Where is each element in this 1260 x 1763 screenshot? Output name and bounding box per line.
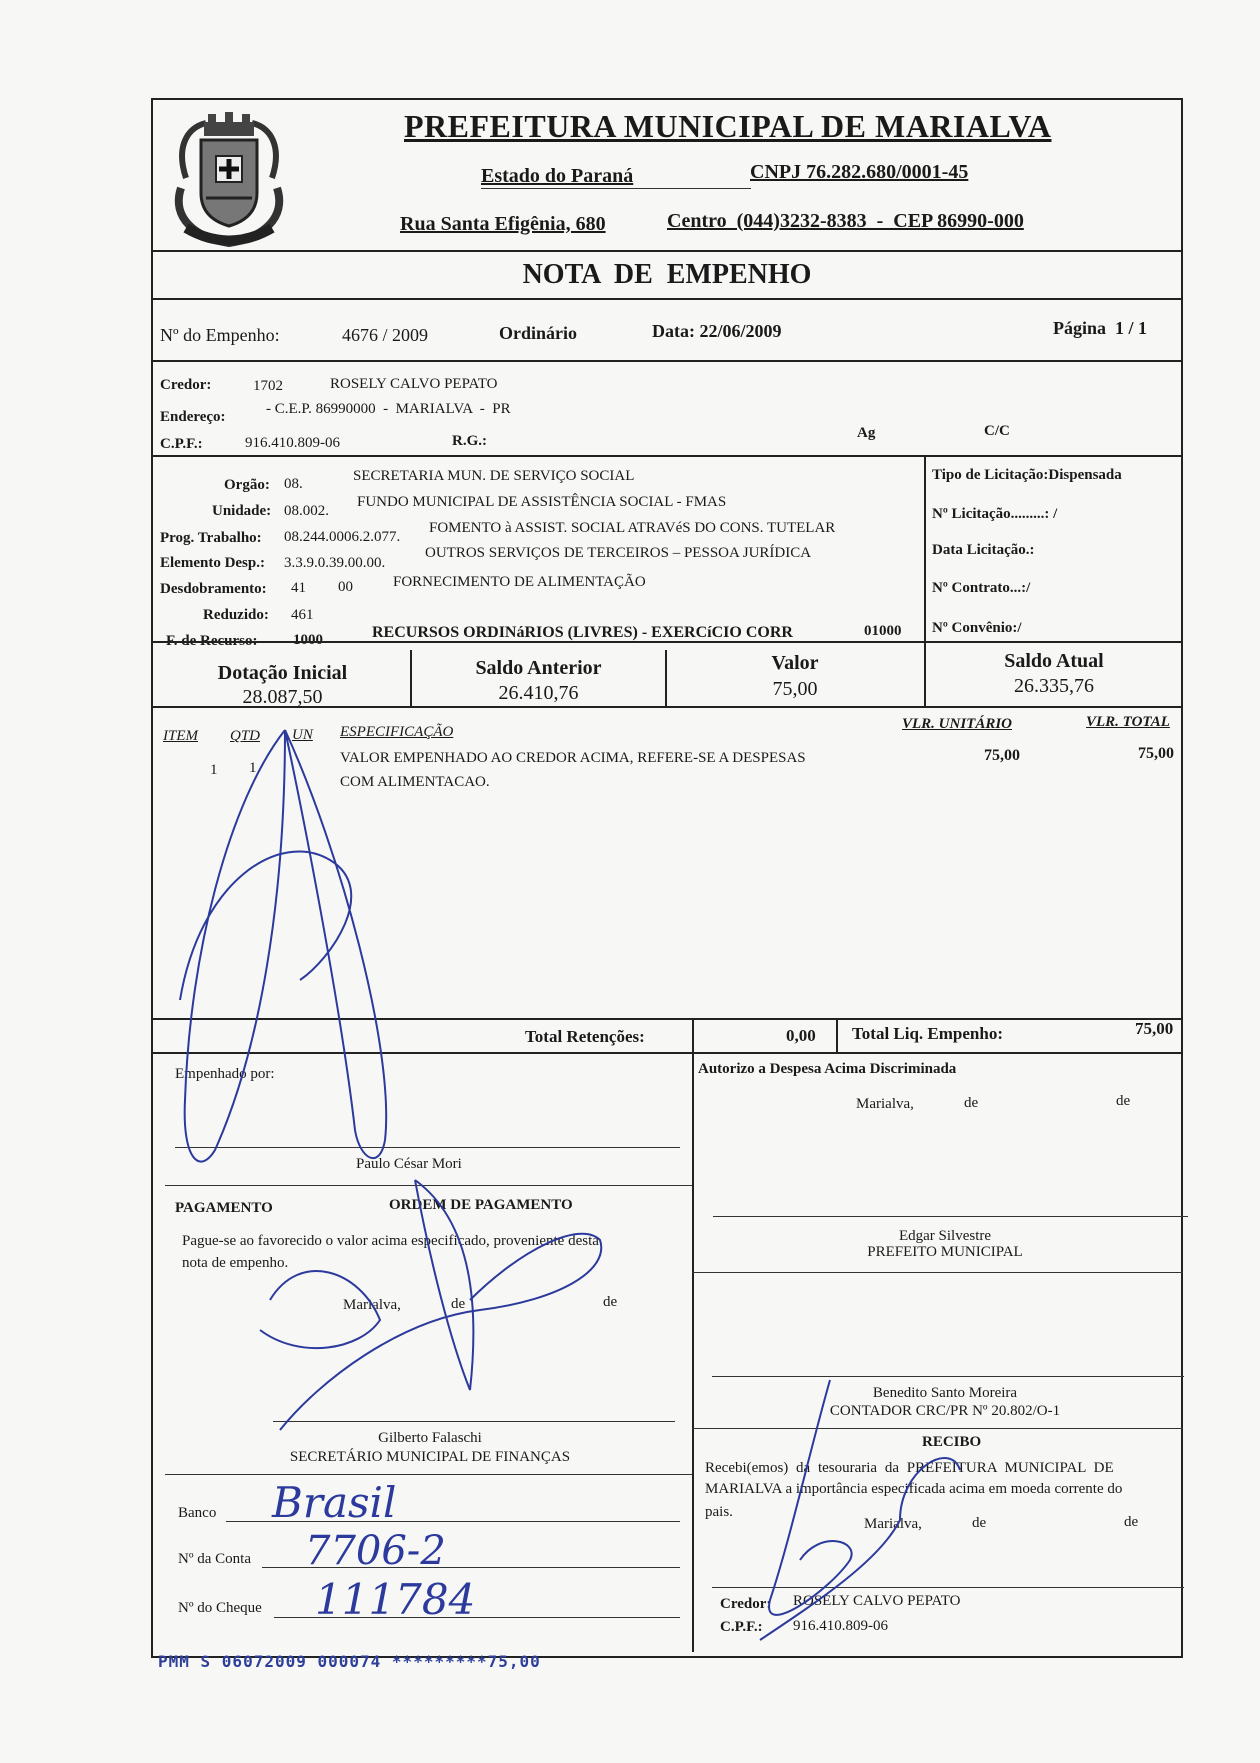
state-name: Estado do Paraná <box>481 165 634 187</box>
autorizo-marialva: Marialva, <box>856 1096 914 1112</box>
tipo-licitacao: Tipo de Licitação:Dispensada <box>932 467 1122 483</box>
orgao-label: Orgão: <box>224 477 270 493</box>
page-title: PREFEITURA MUNICIPAL DE MARIALVA <box>404 108 1052 144</box>
banco-value: Brasil <box>272 1478 397 1527</box>
pagamento-texto-2: nota de empenho. <box>182 1255 289 1271</box>
page-number: Página 1 / 1 <box>1053 318 1148 338</box>
un-header: UN <box>292 727 313 743</box>
prefeito-cargo: PREFEITO MUNICIPAL <box>867 1244 1023 1260</box>
total-liq-value: 75,00 <box>1135 1019 1174 1038</box>
item-total-value: 75,00 <box>1138 745 1174 762</box>
pagamento-de2: de <box>603 1294 618 1310</box>
credor-label: Credor: <box>160 377 212 393</box>
data-licitacao: Data Licitação.: <box>932 542 1035 558</box>
autorizo-de2: de <box>1116 1093 1131 1109</box>
district-phone-cep: Centro (044)3232-8383 - CEP 86990-000 <box>667 210 1024 232</box>
cheque-value: 111784 <box>315 1575 476 1624</box>
unidade-label: Unidade: <box>212 503 272 519</box>
reduzido-label: Reduzido: <box>203 607 269 623</box>
credor-code: 1702 <box>253 378 283 394</box>
valor-label: Valor <box>771 652 819 674</box>
spec-header: ESPECIFICAÇÃO <box>340 724 454 740</box>
ordem-pagamento-label: ORDEM DE PAGAMENTO <box>389 1197 573 1213</box>
total-retencoes-value: 0,00 <box>786 1026 816 1045</box>
item-qtd: 1 <box>249 760 257 776</box>
cpf-label: C.P.F.: <box>160 436 203 452</box>
autorizo-label: Autorizo a Despesa Acima Discriminada <box>698 1061 957 1077</box>
orgao-code: 08. <box>284 476 303 492</box>
numero-contrato: Nº Contrato...:/ <box>932 580 1031 596</box>
item-number: 1 <box>210 762 218 778</box>
machine-authentication-code: PMM S 06072009 000074 *********75,00 <box>158 1652 541 1671</box>
prog-label: Prog. Trabalho: <box>160 530 262 546</box>
item-unit-value: 75,00 <box>984 747 1020 764</box>
empenhado-por-label: Empenhado por: <box>175 1066 275 1082</box>
recibo-de1: de <box>972 1515 987 1531</box>
qtd-header: QTD <box>230 728 261 744</box>
rg-label: R.G.: <box>452 433 487 449</box>
unidade-code: 08.002. <box>284 503 329 519</box>
orgao-desc: SECRETARIA MUN. DE SERVIÇO SOCIAL <box>353 468 635 484</box>
unit-header: VLR. UNITÁRIO <box>902 716 1013 732</box>
banco-label: Banco <box>178 1505 217 1521</box>
item-header: ITEM <box>163 728 198 744</box>
prog-code: 08.244.0006.2.077. <box>284 529 401 545</box>
endereco-value: - C.E.P. 86990000 - MARIALVA - PR <box>266 401 511 417</box>
autorizo-de1: de <box>964 1095 979 1111</box>
empenho-number: 4676 / 2009 <box>342 325 429 345</box>
empenhado-por-nome: Paulo César Mori <box>356 1156 462 1172</box>
elemento-desc: OUTROS SERVIÇOS DE TERCEIROS – PESSOA JURÍDICA <box>425 545 812 561</box>
pagamento-label: PAGAMENTO <box>175 1200 273 1216</box>
recurso-desc: RECURSOS ORDINáRIOS (LIVRES) - EXERCíCIO CORR <box>372 624 793 641</box>
empenho-label: Nº do Empenho: <box>160 325 280 345</box>
elemento-label: Elemento Desp.: <box>160 555 265 571</box>
recurso-label: F. de Recurso: <box>166 633 258 649</box>
saldo-anterior-label: Saldo Anterior <box>475 657 602 679</box>
secretario-nome: Gilberto Falaschi <box>378 1430 482 1446</box>
saldo-atual-value: 26.335,76 <box>1014 675 1094 697</box>
total-liq-label: Total Liq. Empenho: <box>852 1024 1003 1043</box>
pagamento-de1: de <box>451 1296 466 1312</box>
cpf-value: 916.410.809-06 <box>245 435 340 451</box>
item-spec-line1: VALOR EMPENHADO AO CREDOR ACIMA, REFERE-SE A DESPESAS <box>340 750 806 766</box>
recibo-marialva: Marialva, <box>864 1516 922 1532</box>
recurso-code: 1000 <box>293 632 323 648</box>
dotacao-inicial-label: Dotação Inicial <box>217 662 348 684</box>
total-header: VLR. TOTAL <box>1086 714 1170 730</box>
cnpj: CNPJ 76.282.680/0001-45 <box>750 161 969 183</box>
recibo-de2: de <box>1124 1514 1139 1530</box>
item-spec-line2: COM ALIMENTACAO. <box>340 774 490 790</box>
address: Rua Santa Efigênia, 680 <box>400 213 606 235</box>
desdobramento-sub: 00 <box>338 579 353 595</box>
elemento-code: 3.3.9.0.39.00.00. <box>284 555 386 571</box>
endereco-label: Endereço: <box>160 409 226 425</box>
recibo-title: RECIBO <box>922 1434 982 1450</box>
contador-cargo: CONTADOR CRC/PR Nº 20.802/O-1 <box>829 1403 1061 1419</box>
conta-value: 7706-2 <box>305 1528 446 1574</box>
ag-label: Ag <box>857 425 876 441</box>
prefeito-nome: Edgar Silvestre <box>898 1228 992 1244</box>
recurso-num: 01000 <box>864 623 902 639</box>
prog-desc: FOMENTO à ASSIST. SOCIAL ATRAVéS DO CONS. TUTELAR <box>429 520 836 536</box>
recibo-cpf-label: C.P.F.: <box>720 1619 763 1635</box>
cc-label: C/C <box>984 423 1010 439</box>
recibo-texto-3: pais. <box>705 1504 733 1520</box>
desdobramento-code: 41 <box>291 580 306 596</box>
recibo-cpf-value: 916.410.809-06 <box>793 1618 888 1634</box>
secretario-cargo: SECRETÁRIO MUNICIPAL DE FINANÇAS <box>289 1449 571 1465</box>
numero-convenio: Nº Convênio:/ <box>932 620 1022 636</box>
empenho-date: Data: 22/06/2009 <box>652 321 782 341</box>
dotacao-inicial-value: 28.087,50 <box>242 686 323 708</box>
numero-licitacao: Nº Licitação.........: / <box>932 506 1058 522</box>
desdobramento-desc: FORNECIMENTO DE ALIMENTAÇÃO <box>393 574 646 590</box>
recibo-credor-label: Credor: <box>720 1596 772 1612</box>
pagamento-marialva: Marialva, <box>343 1297 401 1313</box>
document-title: NOTA DE EMPENHO <box>522 259 812 290</box>
credor-name: ROSELY CALVO PEPATO <box>330 376 498 392</box>
pagamento-texto-1: Pague-se ao favorecido o valor acima especificado, proveniente desta <box>182 1233 599 1249</box>
reduzido-value: 461 <box>291 607 314 623</box>
unidade-desc: FUNDO MUNICIPAL DE ASSISTÊNCIA SOCIAL - FMAS <box>357 494 727 510</box>
saldo-anterior-value: 26.410,76 <box>498 682 579 704</box>
empenho-type: Ordinário <box>499 323 578 343</box>
total-retencoes-label: Total Retenções: <box>525 1027 645 1046</box>
conta-label: Nº da Conta <box>178 1551 251 1567</box>
recibo-credor-value: ROSELY CALVO PEPATO <box>793 1593 961 1609</box>
recibo-texto-1: Recebi(emos) da tesouraria da PREFEITURA MUNICIPAL DE <box>705 1460 1114 1476</box>
recibo-texto-2: MARIALVA a importância especificada acima em moeda corrente do <box>705 1481 1123 1497</box>
desdobramento-label: Desdobramento: <box>160 581 267 597</box>
saldo-atual-label: Saldo Atual <box>1004 650 1104 672</box>
valor-value: 75,00 <box>772 678 818 700</box>
cheque-label: Nº do Cheque <box>178 1600 262 1616</box>
contador-nome: Benedito Santo Moreira <box>872 1385 1018 1401</box>
